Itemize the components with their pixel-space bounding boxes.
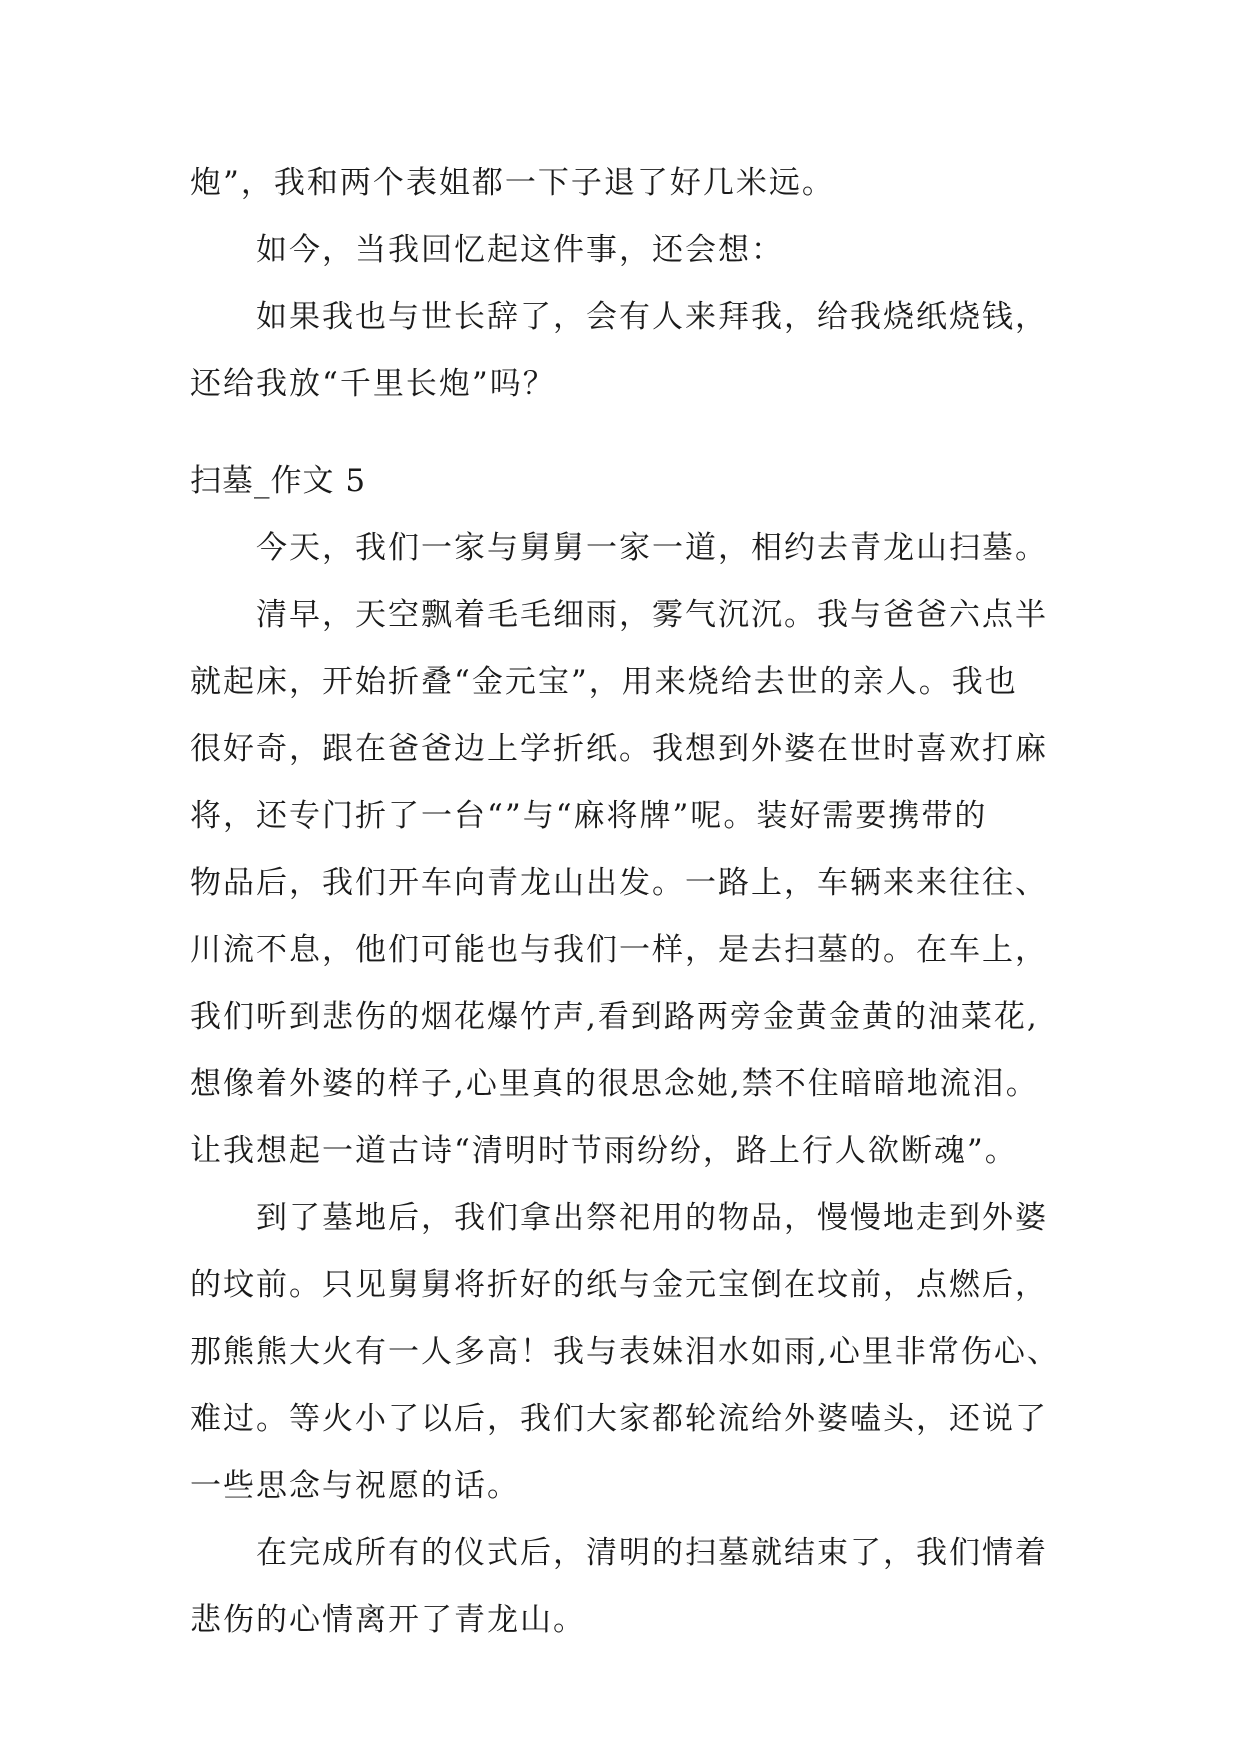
text-line: 我们听到悲伤的烟花爆竹声,看到路两旁金黄金黄的油菜花, (190, 999, 1039, 1035)
text-line: 悲伤的心情离开了青龙山。 (190, 1602, 586, 1638)
text-line: 让我想起一道古诗“清明时节雨纷纷，路上行人欲断魂”。 (190, 1133, 1018, 1169)
text-line: 如果我也与世长辞了，会有人来拜我，给我烧纸烧钱， (256, 299, 1048, 335)
essay-title: 扫墓_作文 5 (190, 463, 367, 499)
text-line: 还给我放“千里长炮”吗？ (190, 366, 556, 402)
text-line: 一些思念与祝愿的话。 (190, 1468, 520, 1504)
essay-section-5 (190, 448, 1070, 1654)
text-line: 将，还专门折了一台“”与“麻将牌”呢。装好需要携带的 (190, 798, 988, 834)
text-line: 很好奇，跟在爸爸边上学折纸。我想到外婆在世时喜欢打麻 (190, 731, 1048, 767)
text-line: 清早，天空飘着毛毛细雨，雾气沉沉。我与爸爸六点半 (256, 597, 1048, 633)
text-line: 物品后，我们开车向青龙山出发。一路上，车辆来来往往、 (190, 865, 1048, 901)
text-line: 如今，当我回忆起这件事，还会想： (256, 232, 784, 268)
text-line: 难过。等火小了以后，我们大家都轮流给外婆嗑头，还说了 (190, 1401, 1048, 1437)
text-line: 就起床，开始折叠“金元宝”，用来烧给去世的亲人。我也 (190, 664, 1018, 700)
text-line: 川流不息，他们可能也与我们一样，是去扫墓的。在车上， (190, 932, 1048, 968)
previous-essay-ending (190, 150, 1070, 418)
text-line: 的坟前。只见舅舅将折好的纸与金元宝倒在坟前，点燃后， (190, 1267, 1048, 1303)
text-line: 那熊熊大火有一人多高！我与表妹泪水如雨,心里非常伤心、 (190, 1334, 1060, 1370)
text-line: 到了墓地后，我们拿出祭祀用的物品，慢慢地走到外婆 (256, 1200, 1048, 1236)
text-line: 想像着外婆的样子,心里真的很思念她,禁不住暗暗地流泪。 (190, 1066, 1039, 1102)
text-line: 今天，我们一家与舅舅一家一道，相约去青龙山扫墓。 (256, 530, 1048, 566)
text-line: 炮”，我和两个表姐都一下子退了好几米远。 (190, 165, 835, 201)
text-line: 在完成所有的仪式后，清明的扫墓就结束了，我们情着 (256, 1535, 1048, 1571)
